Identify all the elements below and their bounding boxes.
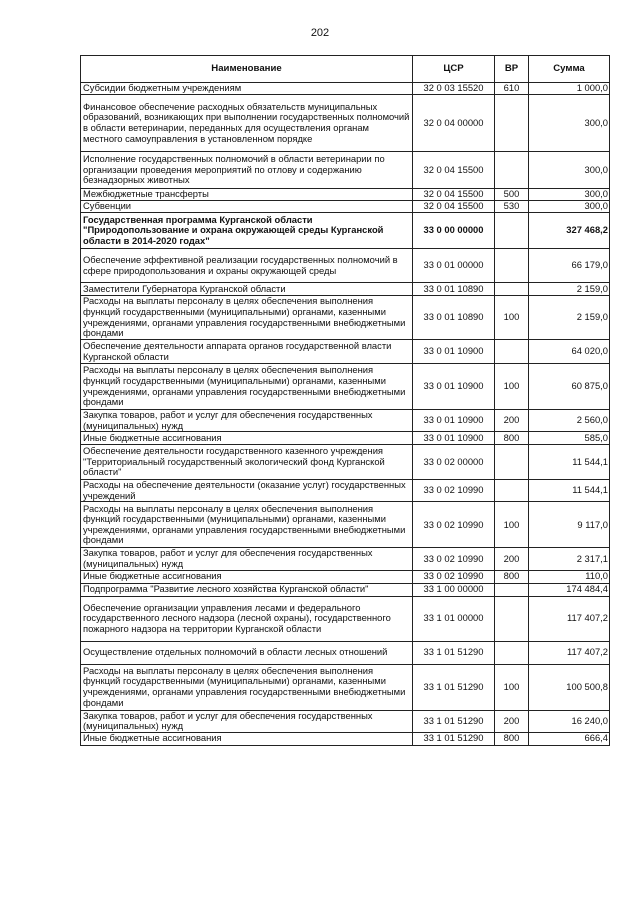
row-sum: 117 407,2 (529, 641, 610, 664)
row-name: Государственная программа Курганской области "Природопользование и охрана окружающей среды Курганской области в 2014-2020 годах" (81, 213, 413, 249)
budget-table (80, 55, 610, 746)
row-sum: 2 159,0 (529, 283, 610, 296)
table-header-row (81, 56, 610, 83)
table-row (81, 548, 610, 570)
table-row (81, 732, 610, 745)
row-csr: 33 1 01 51290 (413, 641, 495, 664)
table-row (81, 201, 610, 213)
row-name: Субвенции (81, 201, 413, 213)
row-vr (495, 596, 529, 641)
row-vr (495, 213, 529, 249)
row-csr: 33 0 01 00000 (413, 249, 495, 283)
row-sum: 585,0 (529, 432, 610, 445)
row-sum: 666,4 (529, 732, 610, 745)
table-row (81, 283, 610, 296)
row-csr: 33 1 01 51290 (413, 710, 495, 732)
row-sum: 60 875,0 (529, 364, 610, 410)
row-vr (495, 95, 529, 152)
row-sum: 327 468,2 (529, 213, 610, 249)
table-row (81, 95, 610, 152)
row-vr: 610 (495, 83, 529, 95)
row-vr: 800 (495, 432, 529, 445)
table-row (81, 480, 610, 502)
row-vr (495, 249, 529, 283)
header-vr: ВР (495, 56, 529, 83)
row-name: Финансовое обеспечение расходных обязательств муниципальных образований, возникающих при выполнении государственных полномочий в области ветеринарии, переданных для осуществления органам местного самоуправления в установленном порядке (81, 95, 413, 152)
row-name: Закупка товаров, работ и услуг для обеспечения государственных (муниципальных) нужд (81, 548, 413, 570)
row-vr: 100 (495, 364, 529, 410)
row-csr: 33 0 01 10900 (413, 364, 495, 410)
row-csr: 32 0 04 15500 (413, 189, 495, 201)
row-sum: 300,0 (529, 152, 610, 189)
row-name: Субсидии бюджетным учреждениям (81, 83, 413, 95)
row-name: Иные бюджетные ассигнования (81, 432, 413, 445)
row-vr (495, 283, 529, 296)
row-sum: 64 020,0 (529, 340, 610, 364)
row-csr: 32 0 03 15520 (413, 83, 495, 95)
row-vr: 200 (495, 710, 529, 732)
row-name: Подпрограмма "Развитие лесного хозяйства Курганской области" (81, 583, 413, 596)
table-row (81, 249, 610, 283)
row-sum: 1 000,0 (529, 83, 610, 95)
row-sum: 2 159,0 (529, 296, 610, 340)
row-name: Обеспечение эффективной реализации государственных полномочий в сфере природопользования и охраны окружающей среды (81, 249, 413, 283)
header-name: Наименование (81, 56, 413, 83)
row-csr: 33 0 00 00000 (413, 213, 495, 249)
row-name: Закупка товаров, работ и услуг для обеспечения государственных (муниципальных) нужд (81, 410, 413, 432)
header-csr: ЦСР (413, 56, 495, 83)
row-vr (495, 340, 529, 364)
row-name: Расходы на обеспечение деятельности (оказание услуг) государственных учреждений (81, 480, 413, 502)
row-csr: 33 0 01 10900 (413, 432, 495, 445)
row-csr: 32 0 04 00000 (413, 95, 495, 152)
table-row (81, 152, 610, 189)
table-row (81, 410, 610, 432)
row-sum: 2 560,0 (529, 410, 610, 432)
page-number: 202 (310, 27, 330, 39)
table-row (81, 296, 610, 340)
table-row (81, 641, 610, 664)
row-name: Заместители Губернатора Курганской области (81, 283, 413, 296)
row-csr: 33 0 01 10890 (413, 283, 495, 296)
row-vr: 200 (495, 548, 529, 570)
table-row (81, 432, 610, 445)
row-csr: 33 0 02 10990 (413, 480, 495, 502)
row-name: Обеспечение деятельности государственного казенного учреждения "Территориальный государственный экологический фонд Курганской области" (81, 445, 413, 480)
table-row (81, 583, 610, 596)
table-row (81, 213, 610, 249)
table-row (81, 570, 610, 583)
row-vr: 500 (495, 189, 529, 201)
row-sum: 117 407,2 (529, 596, 610, 641)
row-vr (495, 583, 529, 596)
row-name: Осуществление отдельных полномочий в области лесных отношений (81, 641, 413, 664)
row-csr: 33 0 02 10990 (413, 548, 495, 570)
row-vr: 200 (495, 410, 529, 432)
row-sum: 174 484,4 (529, 583, 610, 596)
table-row (81, 502, 610, 548)
row-csr: 33 1 00 00000 (413, 583, 495, 596)
row-sum: 300,0 (529, 95, 610, 152)
row-vr (495, 445, 529, 480)
row-vr: 530 (495, 201, 529, 213)
row-name: Иные бюджетные ассигнования (81, 732, 413, 745)
row-sum: 11 544,1 (529, 480, 610, 502)
row-csr: 33 0 01 10900 (413, 410, 495, 432)
row-name: Межбюджетные трансферты (81, 189, 413, 201)
row-csr: 32 0 04 15500 (413, 201, 495, 213)
row-sum: 9 117,0 (529, 502, 610, 548)
table-row (81, 189, 610, 201)
row-vr (495, 152, 529, 189)
row-sum: 11 544,1 (529, 445, 610, 480)
row-csr: 33 0 01 10890 (413, 296, 495, 340)
row-csr: 32 0 04 15500 (413, 152, 495, 189)
row-csr: 33 1 01 51290 (413, 664, 495, 710)
row-sum: 100 500,8 (529, 664, 610, 710)
table-row (81, 664, 610, 710)
row-csr: 33 0 02 10990 (413, 502, 495, 548)
row-name: Расходы на выплаты персоналу в целях обеспечения выполнения функций государственными (муниципальными) органами, казенными учреждениями, органами управления государственными внебюджетными фондами (81, 296, 413, 340)
table-row (81, 710, 610, 732)
table-row (81, 83, 610, 95)
row-name: Расходы на выплаты персоналу в целях обеспечения выполнения функций государственными (муниципальными) органами, казенными учреждениями, органами управления государственными внебюджетными фондами (81, 664, 413, 710)
row-csr: 33 0 02 10990 (413, 570, 495, 583)
row-csr: 33 1 01 00000 (413, 596, 495, 641)
table-row (81, 364, 610, 410)
row-vr: 800 (495, 570, 529, 583)
header-sum: Сумма (529, 56, 610, 83)
row-csr: 33 0 01 10900 (413, 340, 495, 364)
row-sum: 110,0 (529, 570, 610, 583)
row-csr: 33 0 02 00000 (413, 445, 495, 480)
table-body (81, 83, 610, 746)
row-sum: 300,0 (529, 189, 610, 201)
table-row (81, 596, 610, 641)
row-sum: 66 179,0 (529, 249, 610, 283)
row-sum: 2 317,1 (529, 548, 610, 570)
table-row (81, 340, 610, 364)
row-vr: 100 (495, 296, 529, 340)
row-vr: 800 (495, 732, 529, 745)
row-name: Обеспечение деятельности аппарата органов государственной власти Курганской области (81, 340, 413, 364)
row-vr (495, 641, 529, 664)
row-vr (495, 480, 529, 502)
row-csr: 33 1 01 51290 (413, 732, 495, 745)
row-vr: 100 (495, 502, 529, 548)
row-name: Обеспечение организации управления лесами и федерального государственного лесного надзора (лесной охраны), государственного пожарного надзора на территории Курганской области (81, 596, 413, 641)
row-name: Иные бюджетные ассигнования (81, 570, 413, 583)
row-name: Расходы на выплаты персоналу в целях обеспечения выполнения функций государственными (муниципальными) органами, казенными учреждениями, органами управления государственными внебюджетными фондами (81, 364, 413, 410)
row-name: Исполнение государственных полномочий в области ветеринарии по организации проведения мероприятий по отлову и содержанию безнадзорных животных (81, 152, 413, 189)
row-sum: 16 240,0 (529, 710, 610, 732)
row-sum: 300,0 (529, 201, 610, 213)
row-vr: 100 (495, 664, 529, 710)
row-name: Расходы на выплаты персоналу в целях обеспечения выполнения функций государственными (муниципальными) органами, казенными учреждениями, органами управления государственными внебюджетными фондами (81, 502, 413, 548)
table-row (81, 445, 610, 480)
row-name: Закупка товаров, работ и услуг для обеспечения государственных (муниципальных) нужд (81, 710, 413, 732)
